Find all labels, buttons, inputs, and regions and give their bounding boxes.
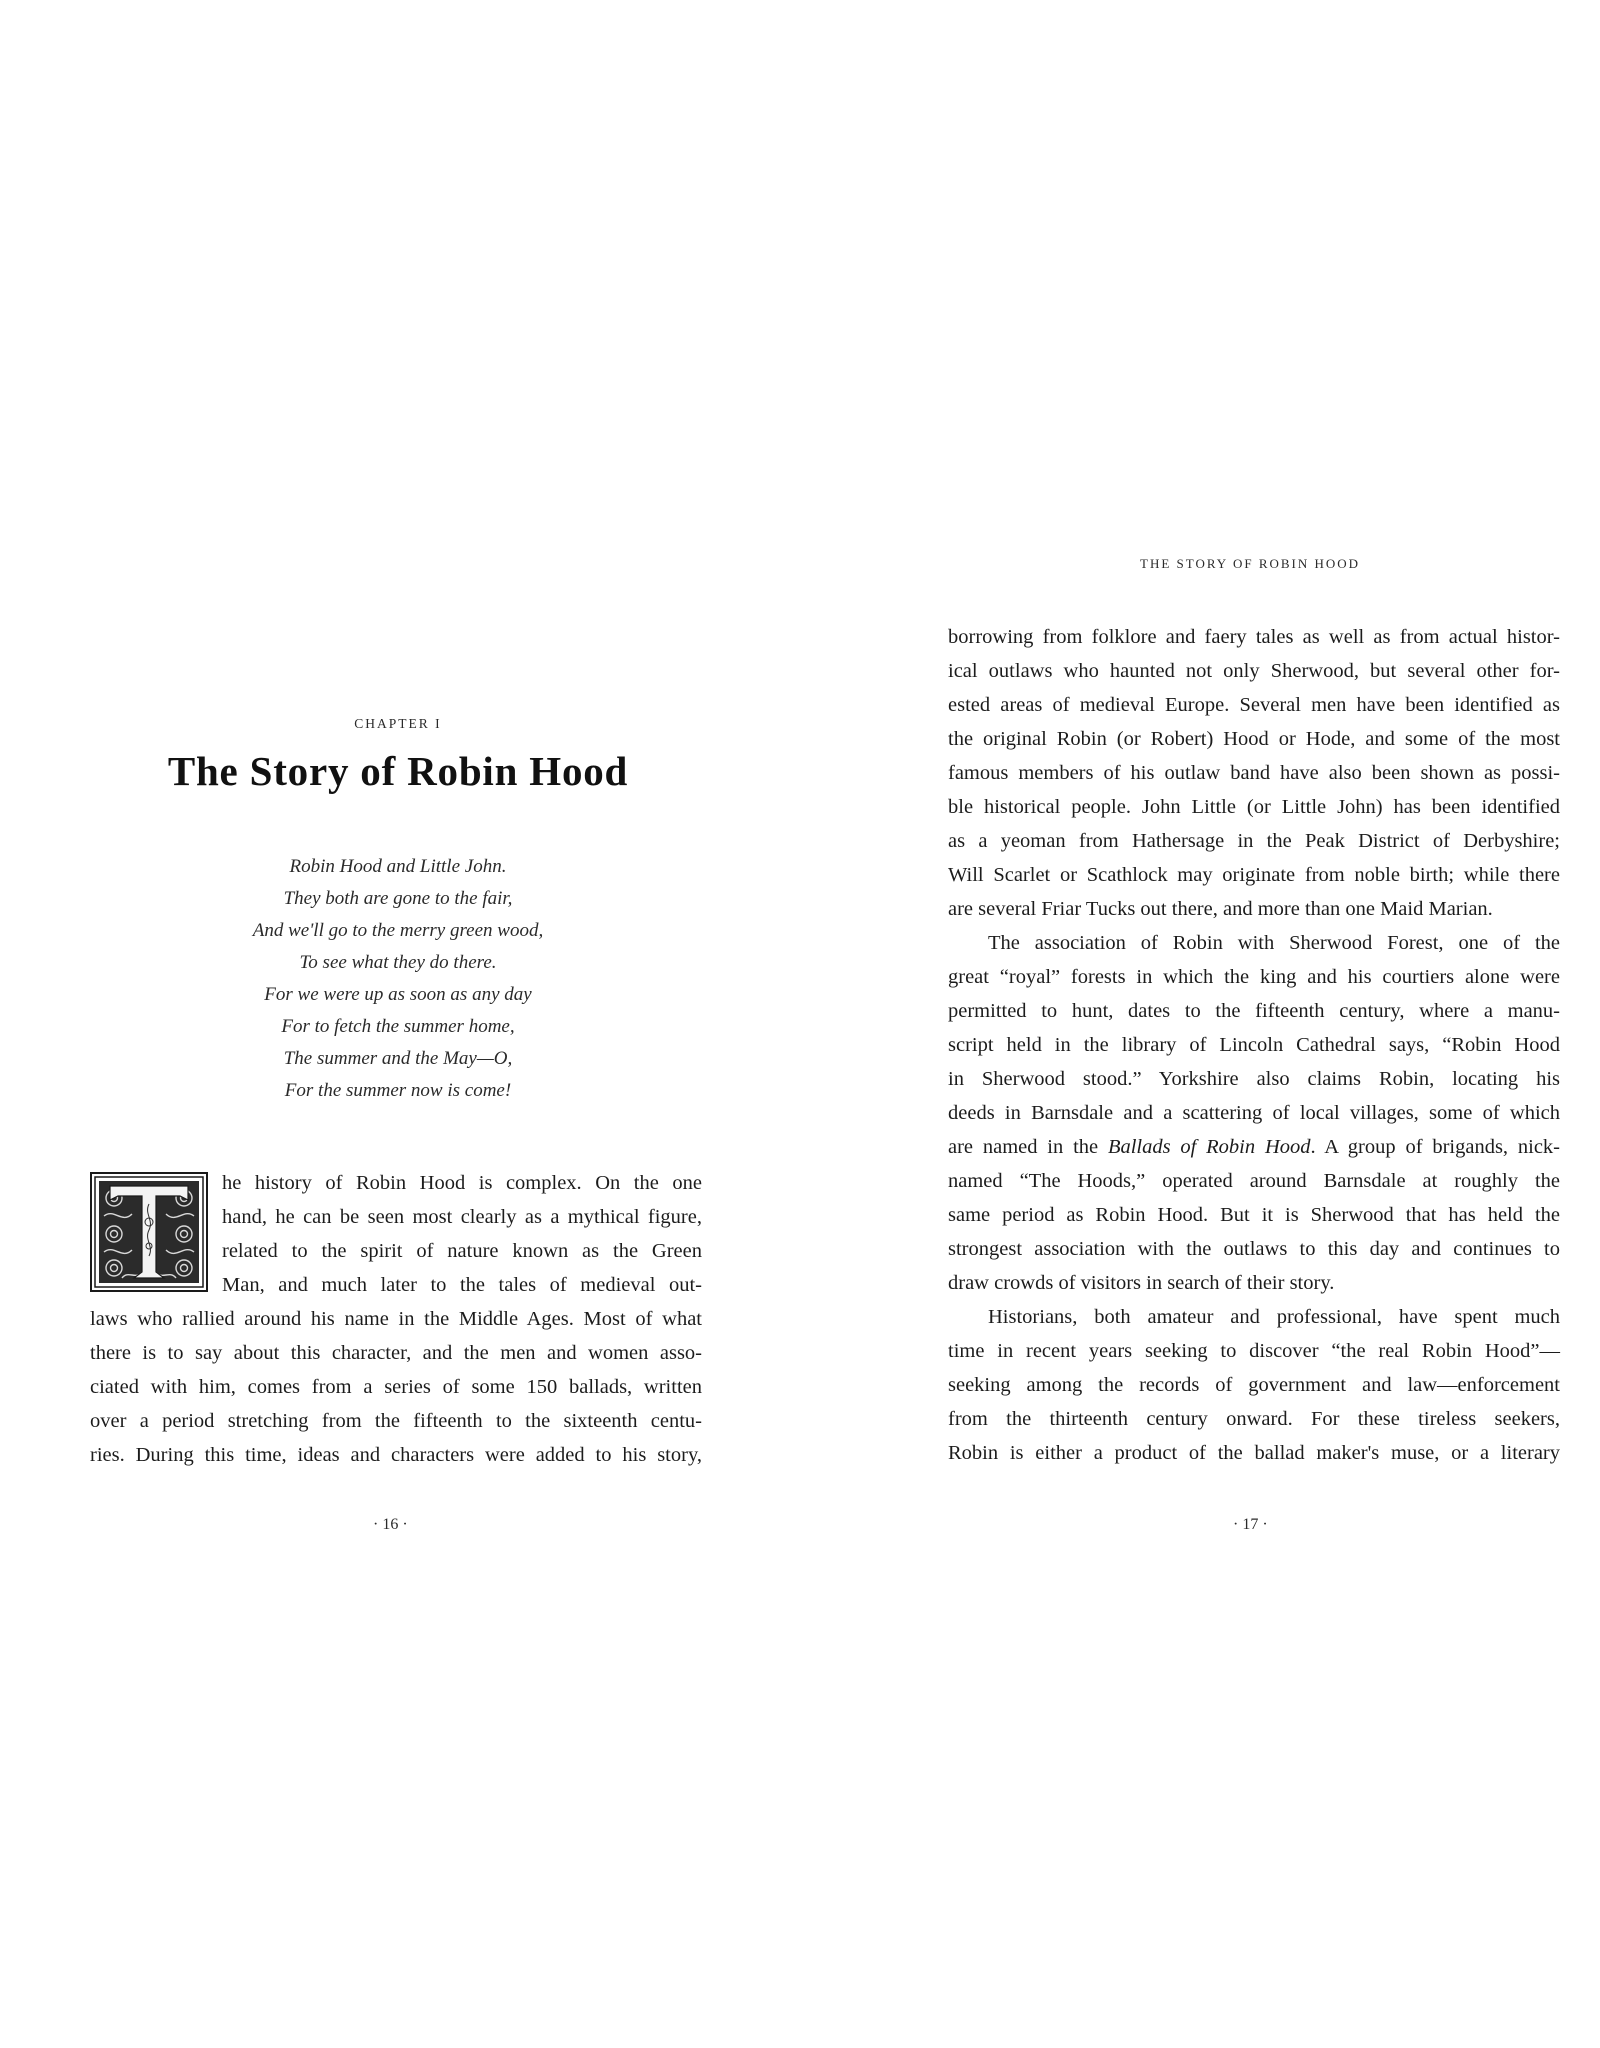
body-line: Man, and much later to the tales of medieval out-	[222, 1274, 702, 1296]
body-line-fragment: . A group of brigands, nick-	[1310, 1136, 1560, 1158]
body-line: over a period stretching from the fifteenth to the sixteenth centu-	[90, 1410, 702, 1432]
body-line: as a yeoman from Hathersage in the Peak District of Derbyshire;	[948, 830, 1560, 852]
body-line: ciated with him, comes from a series of some 150 ballads, written	[90, 1376, 702, 1398]
epigraph-line: For the summer now is come!	[284, 1080, 512, 1101]
chapter-label: CHAPTER I	[354, 716, 442, 731]
page-number: · 16 ·	[373, 1516, 408, 1533]
epigraph-line: For to fetch the summer home,	[281, 1016, 515, 1037]
body-line: named “The Hoods,” operated around Barnsdale at roughly the	[948, 1170, 1560, 1192]
body-line: The association of Robin with Sherwood Forest, one of the	[988, 932, 1560, 954]
body-paragraph	[948, 620, 1560, 1470]
body-line: in Sherwood stood.” Yorkshire also claims Robin, locating his	[948, 1068, 1560, 1090]
epigraph	[90, 851, 706, 1107]
body-line: ries. During this time, ideas and characters were added to his story,	[90, 1444, 702, 1466]
body-line: are several Friar Tucks out there, and more than one Maid Marian.	[948, 898, 1493, 920]
epigraph-line: They both are gone to the fair,	[283, 888, 513, 909]
body-line: Will Scarlet or Scathlock may originate from noble birth; while there	[948, 864, 1560, 886]
body-line: ested areas of medieval Europe. Several men have been identified as	[948, 694, 1560, 716]
body-line: related to the spirit of nature known as the Green	[222, 1240, 702, 1262]
epigraph-line: To see what they do there.	[299, 952, 497, 973]
epigraph-line: Robin Hood and Little John.	[289, 856, 507, 877]
book-title-italic: Ballads of Robin Hood	[1107, 1136, 1311, 1158]
body-line: strongest association with the outlaws to this day and continues to	[948, 1238, 1560, 1260]
body-line: time in recent years seeking to discover “the real Robin Hood”—	[948, 1340, 1560, 1362]
body-line: deeds in Barnsdale and a scattering of local villages, some of which	[948, 1102, 1560, 1124]
body-line: ical outlaws who haunted not only Sherwood, but several other for-	[948, 660, 1560, 682]
body-line: Historians, both amateur and professional, have spent much	[988, 1306, 1560, 1328]
body-paragraph	[90, 1166, 702, 1472]
body-line: from the thirteenth century onward. For these tireless seekers,	[948, 1408, 1560, 1430]
running-head: THE STORY OF ROBIN HOOD	[1140, 556, 1361, 571]
chapter-title: The Story of Robin Hood	[167, 748, 629, 794]
body-line: famous members of his outlaw band have also been shown as possi-	[948, 762, 1560, 784]
body-line: there is to say about this character, and the men and women asso-	[90, 1342, 702, 1364]
body-line: script held in the library of Lincoln Cathedral says, “Robin Hood	[948, 1034, 1560, 1056]
body-line-with-italic	[948, 1130, 1560, 1164]
body-line: borrowing from folklore and faery tales as well as from actual histor-	[948, 626, 1560, 648]
body-line: hand, he can be seen most clearly as a mythical figure,	[222, 1206, 702, 1228]
body-line: permitted to hunt, dates to the fifteenth century, where a manu-	[948, 1000, 1560, 1022]
page-number: · 17 ·	[1233, 1516, 1268, 1533]
body-line: same period as Robin Hood. But it is Sherwood that has held the	[948, 1204, 1560, 1226]
epigraph-line: For we were up as soon as any day	[264, 984, 532, 1005]
body-line: laws who rallied around his name in the Middle Ages. Most of what	[90, 1308, 702, 1330]
body-line-fragment: are named in the	[948, 1136, 1108, 1158]
body-line: great “royal” forests in which the king and his courtiers alone were	[948, 966, 1560, 988]
body-line: seeking among the records of government and law—enforcement	[948, 1374, 1560, 1396]
body-line: he history of Robin Hood is complex. On the one	[222, 1172, 702, 1194]
drop-cap-ornament	[90, 1172, 208, 1292]
epigraph-line: The summer and the May—O,	[283, 1048, 513, 1069]
body-line: Robin is either a product of the ballad maker's muse, or a literary	[948, 1442, 1560, 1464]
epigraph-line: And we'll go to the merry green wood,	[252, 920, 544, 941]
body-line: draw crowds of visitors in search of their story.	[948, 1272, 1335, 1294]
body-line: the original Robin (or Robert) Hood or Hode, and some of the most	[948, 728, 1560, 750]
body-line: ble historical people. John Little (or Little John) has been identified	[948, 796, 1560, 818]
